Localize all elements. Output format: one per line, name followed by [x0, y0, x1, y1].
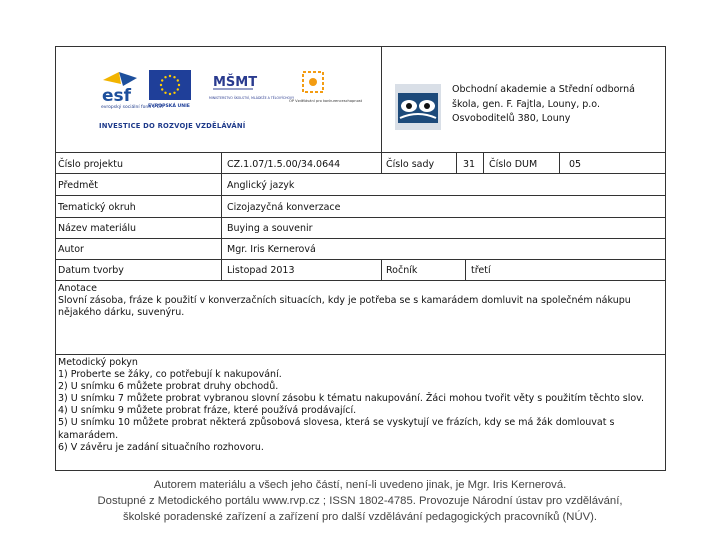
date-label: Datum tvorby: [58, 265, 124, 276]
eu-star-icon: [161, 88, 163, 90]
footer-line: Dostupné z Metodického portálu www.rvp.cz ; ISSN 1802-4785. Provozuje Národní ústav pro vzdělávání,: [97, 494, 623, 507]
instruction-item: 4) U snímku 9 můžete probrat fráze, které používá prodávající.: [58, 405, 357, 417]
grid-line: [559, 152, 560, 174]
grid-line: [483, 152, 484, 174]
grid-line: [55, 259, 666, 260]
date-value: Listopad 2013: [227, 265, 295, 276]
esf-logo: [99, 70, 163, 110]
grid-line: [55, 195, 666, 196]
instruction-item: 2) U snímku 6 můžete probrat druhy obchodů.: [58, 381, 279, 393]
school-name-line3: Osvoboditelů 380, Louny: [452, 113, 571, 124]
footer-line: školské poradenské zařízení a zařízení pro další vzdělávání pedagogických pracovníků (NÚV).: [122, 510, 598, 523]
grid-line: [55, 173, 666, 174]
eu-star-icon: [169, 75, 171, 77]
eu-flag-logo: [147, 70, 193, 110]
set-number-label: Číslo sady: [386, 159, 435, 170]
instructions-title: Metodický pokyn: [58, 357, 138, 368]
eu-star-icon: [173, 92, 175, 94]
grid-line: [55, 152, 666, 153]
annotation-section: [58, 283, 663, 319]
msmt-logo-text: MŠMT: [213, 75, 258, 90]
op-logo-text: OP Vzdělávání pro konkurenceschopnost: [289, 99, 363, 103]
project-number-label: Číslo projektu: [58, 159, 123, 170]
set-number-value: 31: [463, 159, 476, 170]
grid-line: [221, 152, 222, 280]
esf-logo-subtext: evropský sociální fond v ČR: [101, 105, 163, 110]
grade-label: Ročník: [386, 265, 418, 276]
school-name: [452, 83, 635, 127]
esf-logo-text: esf: [102, 86, 132, 106]
eu-star-icon: [164, 92, 166, 94]
eu-logo-text: EVROPSKÁ UNIE: [148, 104, 190, 109]
instruction-item: 1) Proberte se žáky, co potřebují k nakupování.: [58, 369, 282, 381]
grid-line: [55, 280, 666, 281]
author-label: Autor: [58, 244, 84, 255]
invest-slogan: INVESTICE DO ROZVOJE VZDĚLÁVÁNÍ: [99, 122, 246, 130]
school-name-line1: Obchodní akademie a Střední odborná: [452, 84, 636, 95]
dum-number-label: Číslo DUM: [489, 159, 538, 170]
author-value: Mgr. Iris Kernerová: [227, 244, 316, 255]
material-name-value: Buying a souvenir: [227, 223, 313, 234]
grid-line: [55, 217, 666, 218]
project-number-value: CZ.1.07/1.5.00/34.0644: [227, 159, 341, 170]
grid-line: [381, 259, 382, 281]
annotation-title: Anotace: [58, 283, 97, 294]
subject-label: Předmět: [58, 180, 98, 191]
grid-line: [456, 152, 457, 174]
instruction-item: 5) U snímku 10 můžete probrat některá způsobová slovesa, která se vyskytují ve frázích, kdy se má žák domlouvat s: [58, 417, 615, 429]
msmt-logo-subtext: MINISTERSTVO ŠKOLSTVÍ, MLÁDEŽE A TĚLOVÝCHOVY: [209, 96, 295, 100]
eu-star-icon: [178, 84, 180, 86]
instruction-item: 3) U snímku 7 můžete probrat vybranou slovní zásobu k tématu nakupování. Žáci mohou tvořit věty s použitím těchto slov.: [58, 393, 645, 405]
grade-value: třetí: [471, 265, 491, 276]
school-logo: [395, 84, 441, 130]
grid-line: [381, 152, 382, 174]
instruction-item: 6) V závěru je zadání situačního rozhovoru.: [58, 441, 264, 453]
grid-line: [55, 354, 666, 355]
eu-star-icon: [169, 93, 171, 95]
instruction-item: kamarádem.: [58, 429, 119, 441]
material-name-label: Název materiálu: [58, 223, 137, 234]
topic-label: Tematický okruh: [58, 202, 136, 213]
document-table: [55, 46, 666, 471]
topic-value: Cizojazyčná konverzace: [227, 202, 341, 213]
school-name-line2: škola, gen. F. Fajtla, Louny, p.o.: [452, 98, 600, 110]
subject-value: Anglický jazyk: [227, 180, 295, 191]
eu-star-icon: [177, 79, 179, 81]
op-vk-logo: [289, 70, 363, 112]
dum-number-value: 05: [569, 159, 582, 170]
eu-star-icon: [160, 84, 162, 86]
grid-line: [465, 259, 466, 281]
msmt-logo: [207, 70, 295, 110]
eu-star-icon: [164, 76, 166, 78]
grid-line: [55, 238, 666, 239]
eu-star-icon: [177, 88, 179, 90]
grid-line: [381, 46, 382, 153]
logo-strip: [99, 70, 363, 136]
footer-credits: [0, 478, 720, 525]
eu-star-icon: [161, 79, 163, 81]
annotation-line: nějakého dárku, suvenýru.: [58, 307, 185, 319]
eu-star-icon: [173, 76, 175, 78]
annotation-line: Slovní zásoba, fráze k použití v konverzačních situacích, kdy je potřeba se s kamarádem domluvit na společném nákupu: [58, 295, 631, 307]
footer-line: Autorem materiálu a všech jeho částí, není-li uvedeno jinak, je Mgr. Iris Kernerová.: [153, 479, 567, 491]
methodical-instructions: [58, 357, 663, 454]
